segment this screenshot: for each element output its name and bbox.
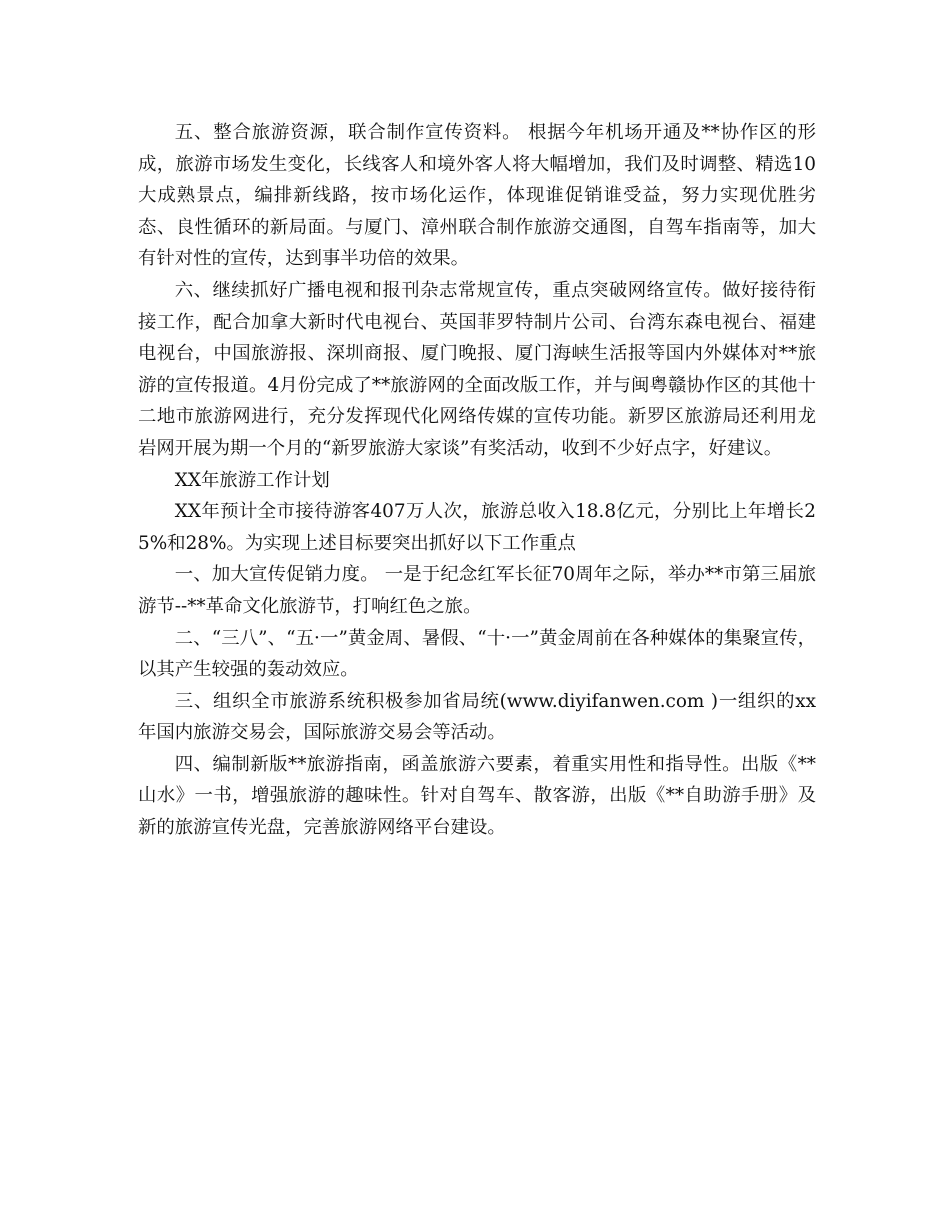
section-heading-work-plan: XX年旅游工作计划 bbox=[174, 469, 330, 491]
paragraph-annual-targets: XX年预计全市接待游客407万人次，旅游总收入18.8亿元，分别比上年增长25%和28%。为实现上述目标要突出抓好以下工作重点 bbox=[138, 501, 816, 554]
document-body bbox=[138, 117, 816, 844]
paragraph-plan-item-1: 一、加大宣传促销力度。 一是于纪念红军长征70周年之际，举办**市第三届旅游节--**革命文化旅游节，打响红色之旅。 bbox=[138, 564, 816, 617]
paragraph-plan-item-3: 三、组织全市旅游系统积极参加省局统(www.diyifanwen.com )一组织的xx年国内旅游交易会，国际旅游交易会等活动。 bbox=[138, 690, 816, 744]
paragraph-plan-item-4: 四、编制新版**旅游指南，函盖旅游六要素，着重实用性和指导性。出版《**山水》一书，增强旅游的趣味性。针对自驾车、散客游，出版《**自助游手册》及新的旅游宣传光盘，完善旅游网络平台建设。 bbox=[138, 753, 816, 839]
paragraph-plan-item-2: 二、“三八”、“五·一”黄金周、暑假、“十·一”黄金周前在各种媒体的集聚宣传，以其产生较强的轰动效应。 bbox=[138, 627, 816, 681]
paragraph-media-publicity: 六、继续抓好广播电视和报刊杂志常规宣传，重点突破网络宣传。做好接待衔接工作，配合加拿大新时代电视台、英国菲罗特制片公司、台湾东森电视台、福建电视台，中国旅游报、深圳商报、厦门晚报、厦门海峡生活报等国内外媒体对**旅游的宣传报道。4月份完成了**旅游网的全面改版工作，并与闽粤赣协作区的其他十二地市旅游网进行，充分发挥现代化网络传媒的宣传功能。新罗区旅游局还利用龙岩网开展为期一个月的“新罗旅游大家谈”有奖活动，收到不少好点字，好建议。 bbox=[138, 279, 816, 459]
paragraph-promotional-materials: 五、整合旅游资源，联合制作宣传资料。 根据今年机场开通及**协作区的形成，旅游市场发生变化，长线客人和境外客人将大幅增加，我们及时调整、精选10大成熟景点，编排新线路，按市场化运作，体现谁促销谁受益，努力实现优胜劣态、良性循环的新局面。与厦门、漳州联合制作旅游交通图，自驾车指南等，加大有针对性的宣传，达到事半功倍的效果。 bbox=[138, 122, 816, 270]
